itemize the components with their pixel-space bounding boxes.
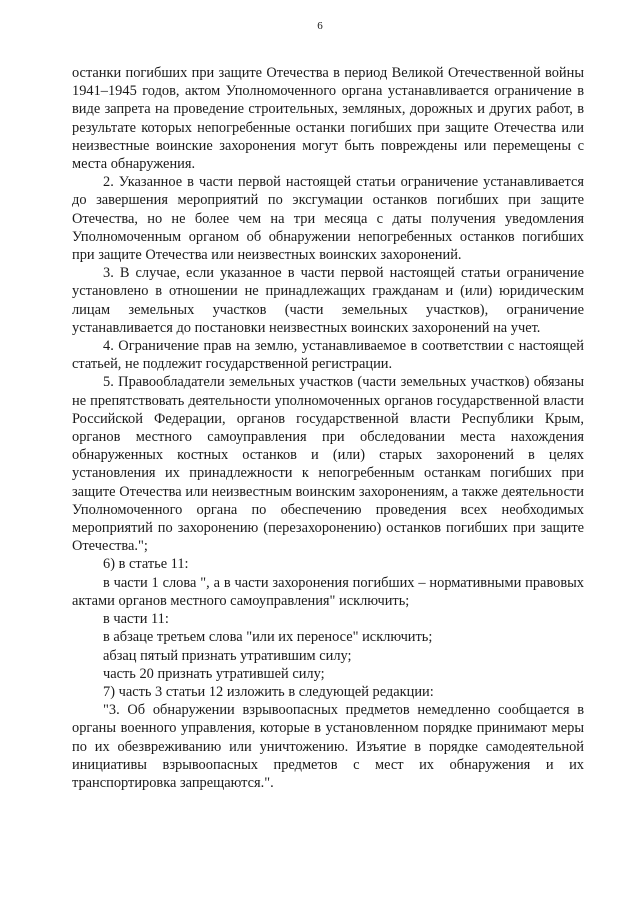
paragraph-item-6-abzac-5: абзац пятый признать утратившим силу; — [103, 647, 352, 664]
paragraph-item-6-part-11: в части 11: — [103, 611, 169, 628]
paragraph-part-5: 5. Правообладатели земельных участков (части земельных участков) обязаны не препятствовать деятельности уполномоченных органов государственной власти Российской Федерации, органов государственной власти Республики Крым, органов местного самоуправления при обследовании места нахождения обнаруженных костных останков и (или) старых захоронений в целях установления их принадлежности к непогребенным останкам погибших при защите Отечества или неизвестным воинским захоронениям, а также деятельности Уполномоченного органа по обеспечению проведения всех необходимых мероприятий по захоронению (перезахоронению) останков погибших при защите Отечества."; — [72, 374, 584, 555]
paragraph-item-6-part-1: в части 1 слова ", а в части захоронения погибших – нормативными правовых актами органов местного самоуправления" исключить; — [72, 574, 584, 609]
page-number: 6 — [317, 20, 323, 32]
paragraph-item-7: 7) часть 3 статьи 12 изложить в следующей редакции: — [103, 683, 434, 700]
document-body — [72, 64, 584, 792]
paragraph-part-2: 2. Указанное в части первой настоящей статьи ограничение устанавливается до завершения мероприятий по эксгумации останков погибших при защите Отечества, но не более чем на три месяца с даты получения уведомления Уполномоченным органом об обнаружении непогребенных останков погибших при защите Отечества или неизвестных воинских захоронений. — [72, 174, 584, 264]
paragraph-item-7-new-text: "3. Об обнаружении взрывоопасных предметов немедленно сообщается в органы военного управления, которые в установленном порядке принимают меры по их обезвреживанию или уничтожению. Изъятие в порядке самодеятельной инициативы взрывоопасных предметов с мест их обнаружения и их транспортировка запрещаются.". — [72, 702, 584, 791]
paragraph-continuation: останки погибших при защите Отечества в период Великой Отечественной войны 1941–1945 годов, актом Уполномоченного органа устанавливается ограничение в виде запрета на проведение строительных, земляных, дорожных и других работ, в результате которых непогребенные останки погибших при защите Отечества или неизвестные воинские захоронения могут быть повреждены или перемещены с места обнаружения. — [72, 65, 584, 173]
paragraph-part-3: 3. В случае, если указанное в части первой настоящей статьи ограничение установлено в отношении не принадлежащих гражданам и (или) юридическим лицам земельных участков (части земельных участков), ограничение устанавливается до постановки неизвестных воинских захоронений на учет. — [72, 265, 584, 336]
paragraph-item-6-part-20: часть 20 признать утратившей силу; — [103, 665, 325, 682]
paragraph-item-6: 6) в статье 11: — [103, 556, 189, 573]
paragraph-part-4: 4. Ограничение прав на землю, устанавливаемое в соответствии с настоящей статьей, не подлежит государственной регистрации. — [72, 338, 584, 373]
paragraph-item-6-abzac-3: в абзаце третьем слова "или их переносе" исключить; — [103, 629, 433, 646]
